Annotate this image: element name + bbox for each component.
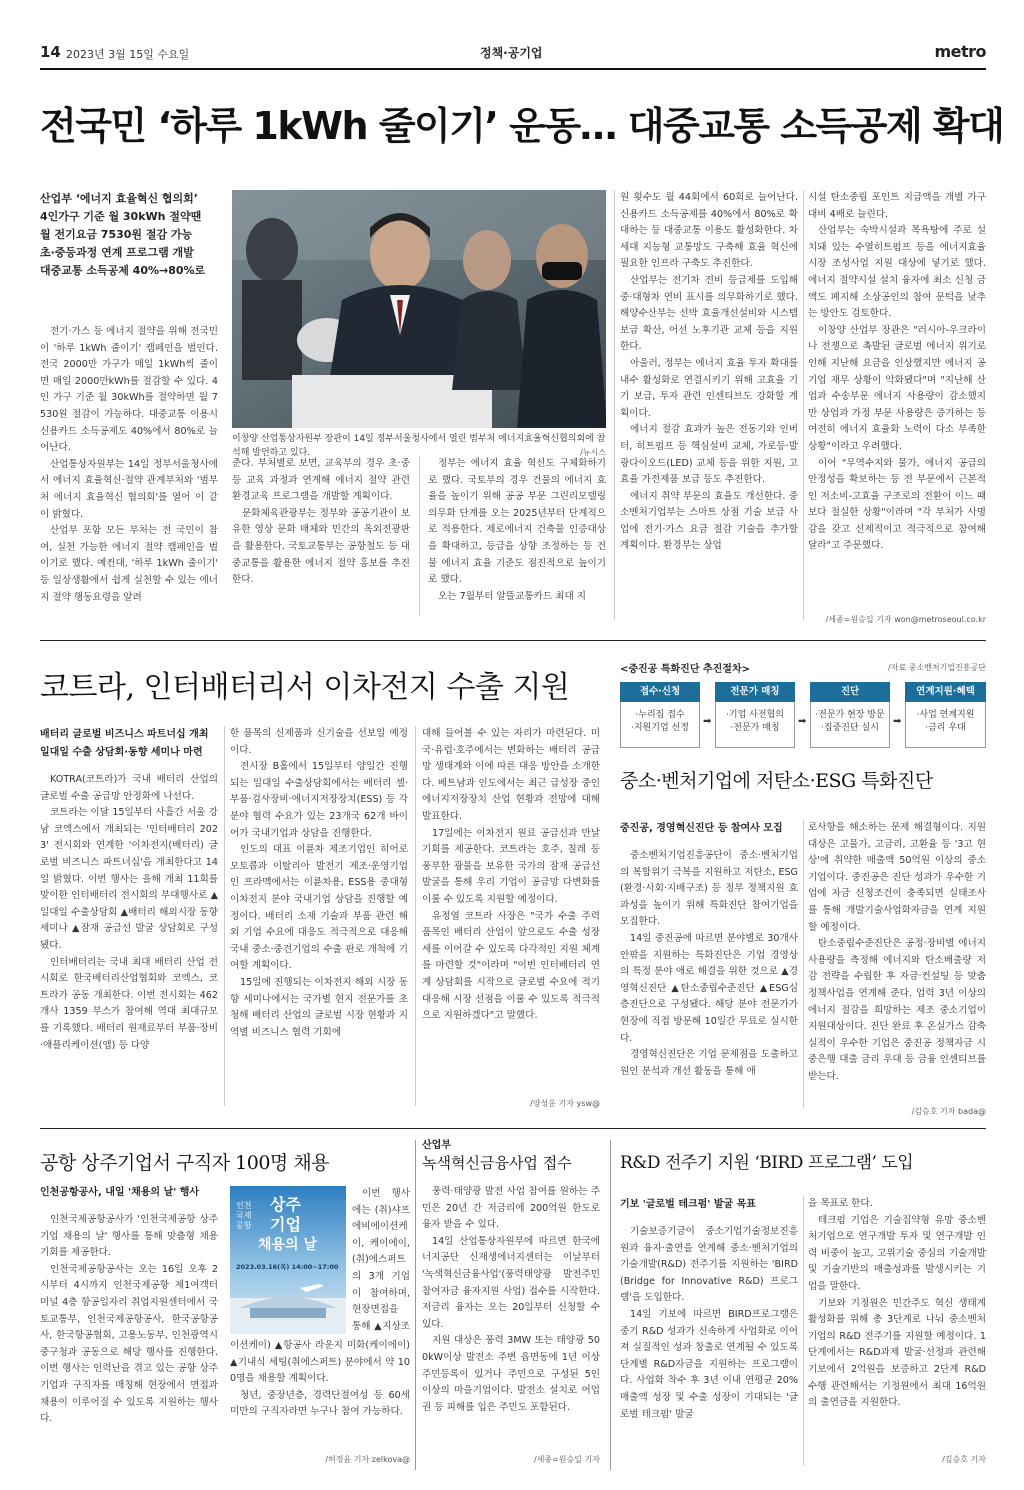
paragraph: 탄소중립수준진단은 공정·장비별 에너지 사용량을 측정해 에너지와 탄소배출량 저감 전략을 수립한 후 자금·컨설팅 등 맞춤 정책사업을 연계해 준다. 업력 3년 이상의 에너지 절감을 희망하는 제조 중소기업이 지원대상이다. 진단 완료 후 온실가스 감축 실적이 우수한 기업은 중진공 정책자금 시중은행 대출 금리 우대 등 금융 인센티브를 받는다. xyxy=(808,938,986,1082)
paragraph: 아울러, 정부는 에너지 효율 투자 확대를 내수 활성화로 연결시키기 위해 고효율 기기 보급, 투자 관련 인센티브도 강화할 계획이다. xyxy=(620,357,798,419)
step-body xyxy=(810,702,890,748)
article4-headline: 공항 상주기업서 구직자 100명 채용 xyxy=(40,1152,330,1174)
poster-small-text: 공항 xyxy=(236,1221,252,1230)
article3-col2 xyxy=(808,820,986,1102)
poster-small-text: 인천 xyxy=(236,1201,252,1210)
paragraph: 산업부는 숙박시설과 목욕탕에 주로 설치돼 있는 수열히트펌프 등을 에너지효율시장 조성사업 지원 대상에 넣기로 했다. 에너지 절약시설 설치 융자에 최소 신청 금액도 폐지해 소상공인의 참여 문턱을 낮추는 방안도 검토한다. xyxy=(808,225,986,320)
article5-headline: 녹색혁신금융사업 접수 xyxy=(422,1154,572,1172)
photo-caption-text: 이창양 산업통상자원부 장관이 14일 정부서울청사에서 열린 범부처 에너지효율혁신협의회에 참석해 발언하고 있다. xyxy=(232,434,606,458)
paragraph: 기보와 기정원은 민간주도 혁신 생태계 활성화를 위해 총 3단계로 나눠 중소벤처기업의 R&D 전주기를 지원할 예정이다. 1단계에서는 R&D과제 발굴·선정과 관련해 기보에서 2억원을 보증하고 2단계 R&D 수행 관련해서는 기정원에서 최대 16억원의 출연금을 지원한다. xyxy=(808,1297,986,1409)
process-chart xyxy=(620,660,986,770)
paragraph: 산업통상자원부는 14일 정부서울청사에서 에너지 효율혁신·절약 관계부처와 '범부처 에너지 효율혁신 협의회'를 열어 이 같이 밝혔다. xyxy=(40,458,218,520)
article4-right-top xyxy=(352,1186,410,1334)
page-header xyxy=(40,40,986,66)
article3-byline: /김승호 기자 bada@ xyxy=(911,1107,986,1116)
paragraph: 풍력·태양광 발전 사업 참여를 원하는 주민은 20년 간 저금리에 200억원 한도로 융자 받을 수 있다. xyxy=(422,1186,600,1231)
paragraph: 코트라는 이달 15일부터 사흘간 서울 강남 코엑스에서 개최되는 '인터배터리 2023' 전시회와 연계한 '이차전지(배터리) 글로벌 비즈니스 파트너십'을 개최한다고 14일 밝혔다. 이번 행사는 올해 개최 11회를 맞이한 인터배터리 전시회의 부대행사로 ▲일대일 수출상담회 ▲배터리 해외시장 동향 세미나 ▲잠재 공급선 발굴 상담회로 구성됐다. xyxy=(40,807,218,951)
subhead-line: 4인가구 기준 월 30kWh 절약땐 xyxy=(40,210,202,223)
article6-byline: /김승호 기자 xyxy=(942,1455,986,1464)
paragraph: 산업부는 전기차 전비 등급제를 도입해 중·대형차 연비 표시를 의무화하기로 했다. 해양수산부는 선박 효율개선설비와 시스템 보급 확산, 어선 노후기관 교체 등을 지원한다. xyxy=(620,274,798,353)
article4-left xyxy=(40,1212,218,1462)
article1-headline: 전국민 ‘하루 1kWh 줄이기’ 운동… 대중교통 소득공제 확대 xyxy=(40,104,1004,148)
subhead-line: 초·중등과정 연계 프로그램 개발 xyxy=(40,246,194,259)
article4-right-bottom xyxy=(230,1338,410,1458)
paragraph: 유정열 코트라 사장은 "국가 수출 주력 품목인 배터리 산업이 앞으로도 수출 성장세를 이어갈 수 있도록 다각적인 지원 체계를 마련할 것"이라며 "이번 인터배터리 연계 상담회를 시작으로 글로벌 수요에 적기 대응해 시장 선점을 이룰 수 있도록 적극적으로 지원하겠다"고 말했다. xyxy=(422,910,600,1022)
article2-col3 xyxy=(422,726,600,1094)
step-item: ·누리집 접수 xyxy=(635,710,685,720)
article5-kicker: 산업부 xyxy=(422,1140,451,1151)
paragraph: 원 횟수도 월 44회에서 60회로 늘어난다. 신용카드 소득공제를 40%에서 80%로 확대하는 등 대중교통 이용도 활성화한다. 차세대 지능형 교통망도 구축해 효율 혁신에 필요한 인프라 구축도 추진한다. xyxy=(620,192,798,270)
article3-col1 xyxy=(620,848,798,1108)
paragraph: 경영혁신진단은 기업 문제점을 도출하고 원인 분석과 개선 활동을 통해 애 xyxy=(620,1049,798,1077)
paragraph: 한 품목의 신제품과 신기술을 선보일 예정이다. xyxy=(230,728,408,756)
paragraph: 로사항을 해소하는 문제 해결형이다. 지원대상은 고물가, 고금리, 고환율 등 '3고 현상'에 취약한 매출액 50억원 이상의 중소기업이다. 중진공은 진단 성과가 우수한 기업에 자금 신청조건이 충족되면 실태조사를 통해 개발기술사업화자금을 연계 지원할 예정이다. xyxy=(808,822,986,933)
step-body xyxy=(715,702,795,748)
paragraph: 전시장 B홀에서 15일부터 양일간 진행되는 일대일 수출상담회에서는 배터리 셀·부품·검사장비·에너지저장장치(ESS) 등 각 분야 협력 수요가 있는 23개국 62개 바이어가 국내기업과 상담을 진행한다. xyxy=(230,761,408,839)
subhead-line: 대중교통 소득공제 40%→80%로 xyxy=(40,264,206,277)
subhead-line: 배터리 글로벌 비즈니스 파트너십 개최 xyxy=(40,729,209,740)
step-item: ·사업 연계지원 xyxy=(916,710,975,720)
paragraph: 인도의 대표 이륜차 제조기업인 히어로 모토콥과 이탈리아 발전기 제조·운영기업인 프라맥에서는 이륜차용, ESS용 중대형 이차전지 분야 국내기업 상담을 진행할 예정이다. 배터리 소재 기술과 부품 관련 해외 기업 수요에 대응도 적극적으로 대응해 국내 중소·중견기업의 수출 판로 개척에 기여할 계획이다. xyxy=(230,844,408,972)
article2-headline: 코트라, 인터배터리서 이차전지 수출 지원 xyxy=(40,670,570,705)
subhead-line: 산업부 ‘에너지 효율혁신 협의회’ xyxy=(40,192,198,205)
article1-byline: /세종=원승일 기자 won@metroseoul.co.kr xyxy=(825,615,986,624)
article5-body xyxy=(422,1184,600,1460)
article2-col2 xyxy=(230,726,408,1108)
paragraph: 대해 들어볼 수 있는 자리가 마련된다. 미국·유럽·호주에서는 변화하는 배터리 공급망 생태계와 이에 따른 대응 방안을 소개한다. 베트남과 인도에서는 최근 급성장 중인 에너지저장장치 산업 현황과 전망에 대해 발표한다. xyxy=(422,728,600,822)
step-head: 전문가 매칭 xyxy=(715,682,795,702)
poster-title: 상주 xyxy=(270,1195,301,1214)
paragraph: 에너지 절감 효과가 높은 전동기와 인버터, 히트펌프 등 핵심설비 교체, 가로등·발광다이오드(LED) 교체 등을 위한 지원, 고효율 가전제품 보급 등도 추진한다. xyxy=(620,424,798,486)
airport-illustration xyxy=(230,1278,346,1334)
paragraph: 테크펌 기업은 기술집약형 유망 중소벤처기업으로 연구개발 투자 및 연구개발 인력 비중이 높고, 고위기술 중심의 기술개발 및 기술기반의 매출성과를 발생시키는 기업을 말한다. xyxy=(808,1214,986,1292)
chart-title: <중진공 특화진단 추진절차> xyxy=(620,664,750,675)
article2-subheads xyxy=(40,726,220,762)
step-item: ·기업 사전협의 xyxy=(726,710,784,720)
section-name: 정책·공기업 xyxy=(480,46,543,60)
article1-col5 xyxy=(808,190,986,610)
article1-col4 xyxy=(620,190,798,622)
event-poster xyxy=(230,1186,346,1334)
paragraph: 에너지 취약 부문의 효율도 개선한다. 중소벤처기업부는 스마트 상점 기술 보급 사업에 전기·가스 요금 절감 기술을 추가할 계획이다. 환경부는 상업 xyxy=(620,490,798,552)
paragraph: 전기·가스 등 에너지 절약을 위해 전국민이 '하루 1kWh 줄이기' 캠페인을 벌인다. 전국 2000만 가구가 매일 1kWh씩 줄이면 매일 2000만kWh를 절감할 수 있다. 4인 가구 기준 월 30kWh를 절약하면 월 7530원 절감이 가능하다. 대중교통 이용시 신용카드 소득공제도 40%에서 80%로 늘어난다. xyxy=(40,326,218,454)
step-head: 진단 xyxy=(810,682,890,702)
paragraph: 이어 "무역수지와 물가, 에너지 공급의 안정성을 확보하는 등 전 부문에서 근본적인 저소비-고효율 구조로의 전환이 이느 때보다 절실한 상황"이라며 "각 부처가 사명감을 갖고 선제적이고 적극적으로 참여해달라"고 주문했다. xyxy=(808,457,986,552)
article1-subheads xyxy=(40,190,220,280)
subhead-line: 일대일 수출 상담회·동향 세미나 마련 xyxy=(40,747,203,758)
article6-subhead: 기보 '글로벌 테크펌' 발굴 목표 xyxy=(620,1199,756,1210)
paragraph: 준다. 부처별로 보면, 교육부의 경우 초·중등 교육 과정과 연계해 에너지 절약 관련 환경교육 프로그램을 개발할 계획이다. xyxy=(232,458,410,503)
step-item: ·지원기업 선정 xyxy=(631,723,689,733)
chart-source: /자료 중소벤처기업진흥공단 xyxy=(888,663,986,672)
metro-logo: metro xyxy=(934,42,986,61)
paragraph: 14일 산업통상자원부에 따르면 한국에너지공단 신재생에너지센터는 이날부터 '녹색혁신금융사업'(풍력태양광 발전주민참여자금 융자지원 사업) 접수를 시작한다. 저금리 융자는 오는 20일부터 신청할 수 있다. xyxy=(422,1235,600,1330)
article1-col2 xyxy=(232,456,410,622)
paragraph: KOTRA(코트라)가 국내 배터리 산업의 글로벌 수출 공급망 안정화에 나선다. xyxy=(40,774,218,802)
step-item: ·전문가 매칭 xyxy=(730,723,780,733)
paragraph: 이번 행사에는 (취)샤프에비에이션케이, 케이에이, (취)에스퍼트의 3개 기업이 참여하며, 현장면접을 통해 ▲지상조 xyxy=(352,1188,410,1332)
step-head: 접수·신청 xyxy=(620,682,700,702)
article2-col1 xyxy=(40,772,218,1108)
article3-subhead: 중진공, 경영혁신진단 등 참여사 모집 xyxy=(620,823,783,834)
step-head: 연계지원·혜택 xyxy=(905,682,986,702)
arrow-icon: ➡ xyxy=(798,716,807,727)
step-item: ·전문가 현장 방문 xyxy=(815,710,885,720)
paragraph: 17일에는 이차전지 원료 공급선과 만날 기회를 제공한다. 코트라는 호주, 칠레 등 풍부한 광물을 보유한 국가의 잠재 공급선 발굴을 통해 우리 기업이 공급망 다변화를 이룰 수 있도록 지원할 예정이다. xyxy=(422,827,600,905)
photo-credit: /뉴시스 xyxy=(580,448,606,457)
article3-headline: 중소·벤처기업에 저탄소·ESG 특화진단 xyxy=(620,770,933,792)
paragraph: 문화체육관광부는 정부와 공공기관이 보유한 영상 문화 매체와 민간의 옥외전광판을 활용한다. 국토교통부는 공항철도 등 대중교통을 활용한 에너지 절약 홍보를 추진한다. xyxy=(232,507,410,586)
paragraph: 지원 대상은 풍력 3MW 또는 태양광 500kW이상 발전소 주변 읍면동에 1년 이상 주민등록이 있거나 주민으로 구성된 5인 이상의 마을기업이다. 발전소 설치로 어업권 등 피해를 입은 주민도 포함된다. xyxy=(422,1335,600,1413)
issue-date: 2023년 3월 15일 수요일 xyxy=(66,48,190,61)
paragraph: 오는 7월부터 알뜰교통카드 최대 지 xyxy=(438,590,587,602)
article1-col3 xyxy=(428,456,606,622)
paragraph: 15일에 진행되는 이차전지 해외 시장 동향 세미나에서는 국가별 현지 전문가를 초청해 배터리 산업의 글로벌 시장 현황과 지역별 비즈니스 협력 기회에 xyxy=(230,976,408,1038)
paragraph: 시설 탄소중립 포인트 지급액을 개별 가구 대비 4배로 늘린다. xyxy=(808,192,986,220)
paragraph: 14일 기보에 따르면 BIRD프로그램은 중기 R&D 성과가 신속하게 사업화로 이어져 실질적인 성과 창출로 연계될 수 있도록 단계별 R&D자금을 지원하는 프로그램이다. 사업화 착수 후 3년 이내 연평균 20% 매출액 성장 및 수출 성장이 기대되는 '글로벌 테크펌' 발굴 xyxy=(620,1308,798,1420)
step-body xyxy=(620,702,700,748)
article6-col1 xyxy=(620,1224,798,1464)
article2-byline: /양성운 기자 ysw@ xyxy=(530,1099,600,1108)
paragraph: 이창양 산업부 장관은 "러시아-우크라이나 전쟁으로 촉발된 글로벌 에너지 위기로 인해 지난해 요금을 인상했지만 에너지 공기업 재무 상황이 악화됐다"며 "지난해 산업과 수송부문 에너지 사용량이 감소했지만 상업과 가정 부문 사용량은 증가하는 등 여전히 에너지 효율화 노력이 다소 부족한 상황"이라고 우려했다. xyxy=(808,324,986,452)
paragraph: 인천국제공항공사가 '인천국제공항 상주기업 채용의 날' 행사를 통해 맞춤형 채용 기회를 제공한다. xyxy=(40,1214,218,1259)
paragraph: 산업부 포함 모든 부처는 전 국민이 참여, 실천 가능한 에너지 절약 캠페인을 벌이기로 했다. 예컨대, '하루 1kWh 줄이기' 등 일상생활에서 쉽게 실천할 수 있는 에너지 절약 행동요령을 알려 xyxy=(40,525,218,603)
article5-byline: /세종=원승일 기자 xyxy=(533,1455,600,1464)
step-item: ·집중진단 실시 xyxy=(821,723,879,733)
poster-small-text: 국제 xyxy=(236,1211,252,1220)
step-body xyxy=(905,702,986,748)
paragraph: 14일 중진공에 따르면 분야별로 30개사 안팎을 지원하는 특화진단은 기업 경영상의 특정 분야 애로 해결을 위한 것으로 ▲경영혁신진단 ▲탄소중립수준진단 ▲ESG심층진단으로 구성됐다. 해당 분야 전문가가 현장에 직접 방문해 10일간 무료로 실시한다. xyxy=(620,932,798,1044)
paragraph: 을 목표로 한다. xyxy=(808,1198,873,1209)
article6-headline: R&D 전주기 지원 ‘BIRD 프로그램’ 도입 xyxy=(620,1153,914,1173)
article6-col2 xyxy=(808,1196,986,1452)
poster-title: 채용의 날 xyxy=(258,1237,317,1253)
paragraph: 인터배터리는 국내 최대 배터리 산업 전시회로 한국배터리산업협회와 코엑스, 코트라가 공동 개최한다. 이번 전시회는 462개사 1359 부스가 참여해 역대 최대규모를 기록했다. 배터리 원재료부터 부품·장비·애플리케이션(앱) 등 다양 xyxy=(40,956,218,1051)
paragraph: 이션케이) ▲항공사 라운지 미화(케이에이) ▲기내식 세팅(취에스퍼트) 분야에서 약 100명을 채용할 계획이다. xyxy=(230,1340,410,1385)
paragraph: 기술보증기금이 중소기업기술정보진흥원과 융자·출연을 연계해 중소·벤처기업의 기술개발(R&D) 전주기를 지원하는 'BIRD(Bridge for Innovative R&D) 프로그램'을 도입한다. xyxy=(620,1226,798,1304)
poster-title: 기업 xyxy=(270,1215,301,1234)
arrow-icon: ➡ xyxy=(703,716,712,727)
step-item: ·금리 우대 xyxy=(925,723,966,733)
paragraph: 정부는 에너지 효율 혁신도 구체화하기로 했다. 국토부의 경우 건물의 에너지 효율을 높이기 위해 공공 부문 그린리모델링 의무화 단계를 오는 2025년부터 단계적으로 적용한다. 제로에너지 건축물 인증대상을 확대하고, 등급을 상향 조정하는 등 건물 에너지 효율 기준도 점진적으로 높이기로 했다. xyxy=(428,458,606,586)
article1-col1 xyxy=(40,324,218,620)
paragraph: 청년, 중장년층, 경력단절여성 등 60세 미만의 구직자라면 누구나 참여 가능하다. xyxy=(230,1389,410,1418)
page-number: 14 xyxy=(40,43,61,61)
poster-date: 2023.03.16(목) 14:00~17:00 xyxy=(236,1263,339,1271)
article4-byline: /허정윤 기자 zelkova@ xyxy=(325,1455,410,1464)
article1-photo xyxy=(232,190,606,428)
article4-subhead: 인천공항공사, 내일 '채용의 날' 행사 xyxy=(40,1187,200,1198)
arrow-icon: ➡ xyxy=(893,716,902,727)
paragraph: 인천국제공항공사는 오는 16일 오후 2시부터 4시까지 인천국제공항 제1여객터미널 4층 항공일자리 취업지원센터에서 국토교통부, 인천국제공항공사, 한국공항공사, 한국항공협회, 고용노동부, 인천광역시중구청과 공동으로 해당 행사를 진행한다. 이번 행사는 인력난을 겪고 있는 공항 상주기업과 구직자를 매칭해 현장에서 면접과 채용이 이루어질 수 있도록 지원하는 행사다. xyxy=(40,1263,218,1425)
paragraph: 중소벤처기업진흥공단이 중소·벤처기업의 복합위기 극복을 지원하고 저탄소, ESG(환경·사회·지배구조) 등 정부 정책지원 효과성을 높이기 위해 특화진단 참여기업을 모집한다. xyxy=(620,850,798,928)
subhead-line: 월 전기요금 7530원 절감 가능 xyxy=(40,228,193,241)
